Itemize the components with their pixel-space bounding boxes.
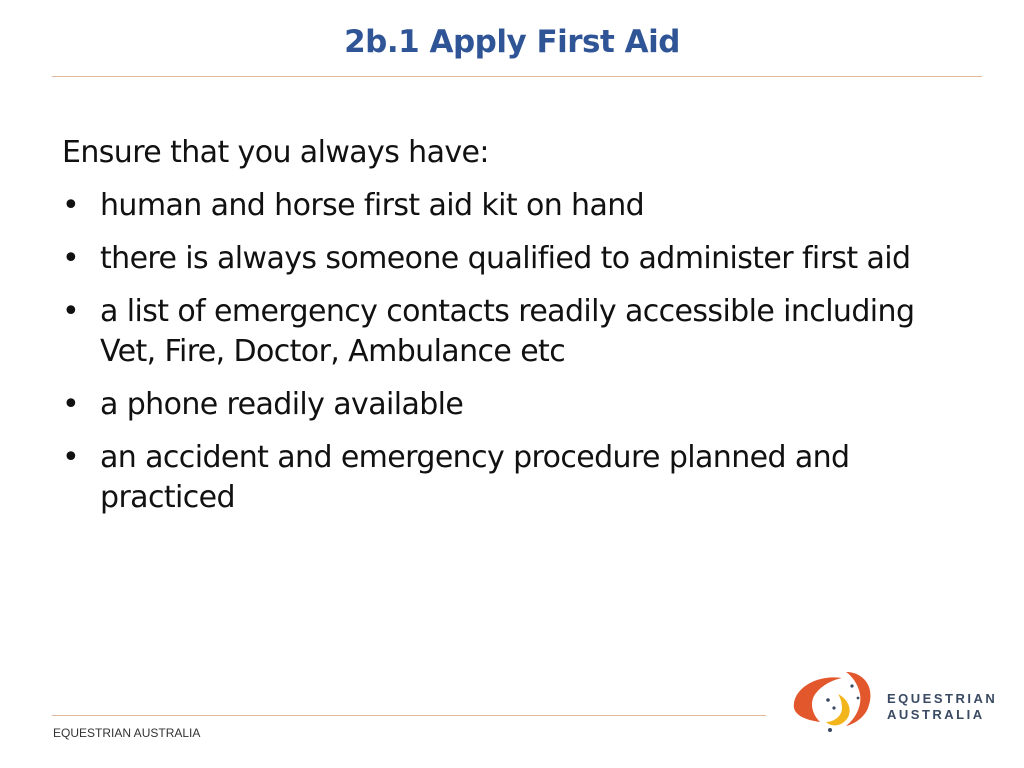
bullet-icon: • xyxy=(62,188,80,223)
logo-line-2: AUSTRALIA xyxy=(887,707,985,722)
bullet-icon: • xyxy=(62,440,80,475)
slide-title: 2b.1 Apply First Aid xyxy=(344,24,680,60)
logo-line-1: EQUESTRIAN xyxy=(887,691,998,706)
title-divider xyxy=(52,76,982,77)
bullet-icon: • xyxy=(62,241,80,276)
equestrian-australia-logo xyxy=(784,664,999,740)
list-item-text: human and horse first aid kit on hand xyxy=(100,188,645,223)
list-item-text: a list of emergency contacts readily accessible including Vet, Fire, Doctor, Ambulance etc xyxy=(100,294,915,369)
list-item xyxy=(62,385,962,425)
slide-body xyxy=(62,133,962,531)
footer-divider xyxy=(52,715,766,716)
bullet-icon: • xyxy=(62,294,80,329)
bullet-icon: • xyxy=(62,387,80,422)
list-item-text: a phone readily available xyxy=(100,387,464,422)
bullet-list xyxy=(62,186,962,518)
list-item xyxy=(62,438,962,518)
list-item-text: there is always someone qualified to administer first aid xyxy=(100,241,911,276)
list-item-text: an accident and emergency procedure planned and practiced xyxy=(100,440,850,515)
footer-text: EQUESTRIAN AUSTRALIA xyxy=(53,726,201,740)
list-item xyxy=(62,292,962,372)
list-item xyxy=(62,186,962,226)
list-item xyxy=(62,239,962,279)
equestrian-australia-logo-icon xyxy=(784,664,884,740)
intro-text: Ensure that you always have: xyxy=(62,135,489,170)
